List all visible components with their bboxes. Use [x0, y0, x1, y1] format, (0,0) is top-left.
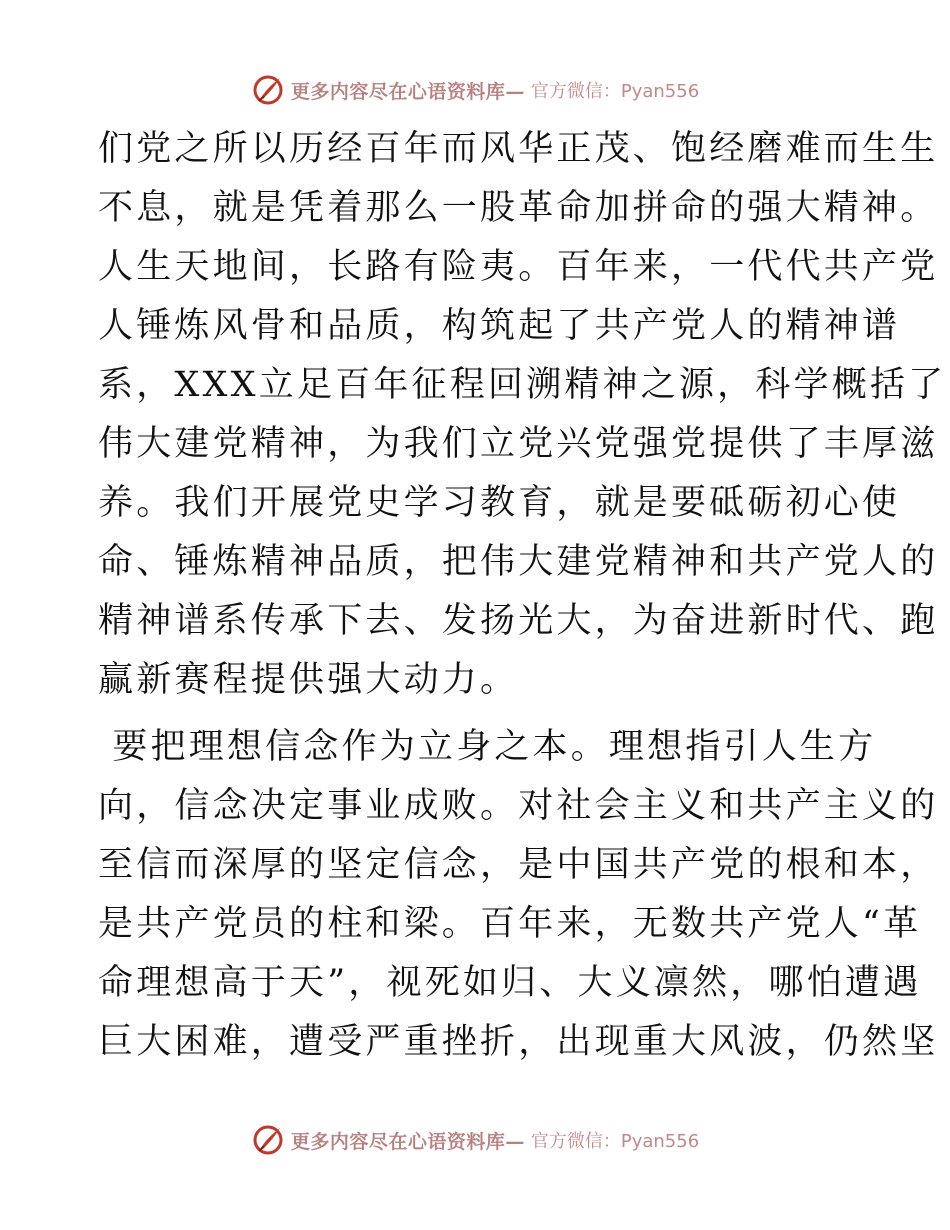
quill-pen-logo-icon: [251, 1123, 285, 1157]
paragraph-line: 人生天地间，长路有险夷。百年来，一代代共产党: [98, 247, 939, 287]
paragraph-line: 们党之所以历经百年而风华正茂、饱经磨难而生生: [98, 129, 939, 169]
paragraph-line: 养。我们开展党史学习教育，就是要砥砺初心使: [98, 483, 901, 523]
paragraph-line: 精神谱系传承下去、发扬光大，为奋进新时代、跑: [98, 601, 939, 641]
header-banner: [0, 70, 950, 110]
paragraph-2: [98, 718, 939, 1072]
footer-banner: [0, 1120, 950, 1160]
footer-banner-content: [251, 1123, 699, 1157]
paragraph-line: 不息，就是凭着那么一股革命加拼命的强大精神。: [98, 188, 939, 228]
footer-banner-wechat: 官方微信：Pyan556: [530, 1131, 700, 1152]
paragraph-line: 命理想高于天”，视死如归、大义凛然，哪怕遭遇: [98, 963, 922, 1003]
paragraph-line: 人锤炼风骨和品质，构筑起了共产党人的精神谱: [98, 306, 901, 346]
paragraph-line: 伟大建党精神，为我们立党兴党强党提供了丰厚滋: [98, 424, 939, 464]
header-banner-wechat: 官方微信：Pyan556: [530, 81, 700, 102]
paragraph-line: 巨大困难，遭受严重挫折，出现重大风波，仍然坚: [98, 1022, 939, 1062]
paragraph-line: 系，XXX立足百年征程回溯精神之源，科学概括了: [98, 365, 947, 405]
header-banner-content: [251, 73, 699, 107]
paragraph-line: 至信而深厚的坚定信念，是中国共产党的根和本，: [98, 845, 939, 885]
paragraph-line: 命、锤炼精神品质，把伟大建党精神和共产党人的: [98, 542, 939, 582]
paragraph-line: 赢新赛程提供强大动力。: [98, 660, 519, 700]
quill-pen-logo-icon: [251, 73, 285, 107]
paragraph-1: [98, 120, 947, 710]
footer-banner-text: 更多内容尽在心语资料库—: [290, 1130, 525, 1153]
paragraph-line: 向，信念决定事业成败。对社会主义和共产主义的: [98, 786, 939, 826]
paragraph-line: 要把理想信念作为立身之本。理想指引人生方: [98, 727, 877, 767]
paragraph-line: 是共产党员的柱和梁。百年来，无数共产党人“革: [98, 904, 922, 944]
header-banner-text: 更多内容尽在心语资料库—: [290, 80, 525, 103]
